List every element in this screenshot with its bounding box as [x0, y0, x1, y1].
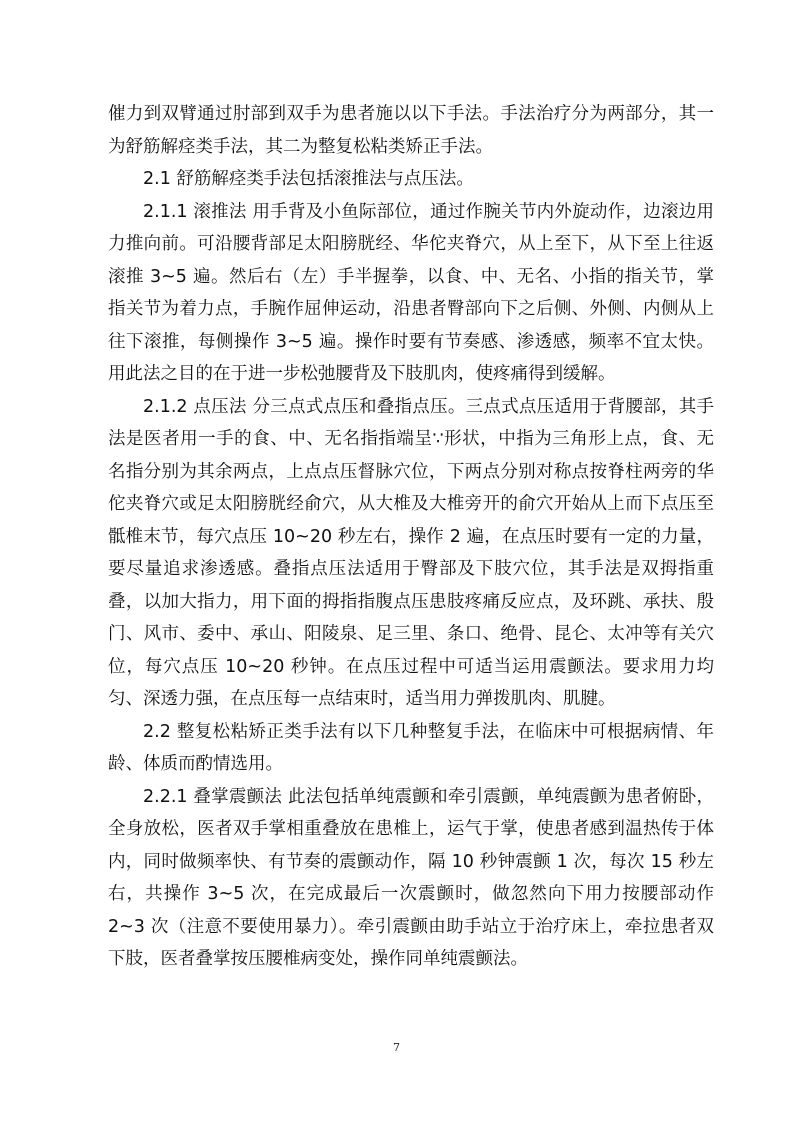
paragraph-continuation: 催力到双臂通过肘部到双手为患者施以以下手法。手法治疗分为两部分，其一为舒筋解痉类手法，其二为整复松粘类矫正手法。	[108, 104, 714, 157]
body-text	[108, 98, 714, 976]
paragraph-2-2-1: 2.2.1 叠掌震颤法 此法包括单纯震颤和牵引震颤，单纯震颤为患者俯卧，全身放松，医者双手掌相重叠放在患椎上，运气于掌，使患者感到温热传于体内，同时做频率快、有节奏的震颤动作，隔 10 秒钟震颤 1 次，每次 15 秒左右，共操作 3~5 次，在完成最后一次震颤时，做忽然向下用力按腰部动作 2~3 次（注意不要使用暴力）。牵引震颤由助手站立于治疗床上，牵拉患者双下肢，医者叠掌按压腰椎病变处，操作同单纯震颤法。	[108, 786, 714, 969]
section-heading-2-1: 2.1 舒筋解痉类手法包括滚推法与点压法。	[143, 169, 474, 189]
page-number: 7	[393, 1041, 400, 1054]
paragraph-2-1-2: 2.1.2 点压法 分三点式点压和叠指点压。三点式点压适用于背腰部，其手法是医者用一手的食、中、无名指指端呈∵形状，中指为三角形上点，食、无名指分别为其余两点，上点点压督脉穴位，下两点分别对称点按脊柱两旁的华佗夹脊穴或足太阳膀胱经俞穴，从大椎及大椎旁开的俞穴开始从上而下点压至骶椎末节，每穴点压 10~20 秒左右，操作 2 遍，在点压时要有一定的力量，要尽量追求渗透感。叠指点压法适用于臀部及下肢穴位，其手法是双拇指重叠，以加大指力，用下面的拇指指腹点压患肢疼痛反应点，及环跳、承扶、殷门、风市、委中、承山、阳陵泉、足三里、条口、绝骨、昆仑、太冲等有关穴位，每穴点压 10~20 秒钟。在点压过程中可适当运用震颤法。要求用力均匀、深透力强，在点压每一点结束时，适当用力弹拨肌肉、肌腱。	[108, 396, 714, 709]
section-heading-2-2: 2.2 整复松粘矫正类手法有以下几种整复手法，在临床中可根据病情、年龄、体质而酌情选用。	[108, 721, 714, 774]
paragraph-2-1-1: 2.1.1 滚推法 用手背及小鱼际部位，通过作腕关节内外旋动作，边滚边用力推向前。可沿腰背部足太阳膀胱经、华佗夹脊穴，从上至下，从下至上往返滚推 3~5 遍。然后右（左）手半握拳，以食、中、无名、小指的指关节，掌指关节为着力点，手腕作屈伸运动，沿患者臀部向下之后侧、外侧、内侧从上往下滚推，每侧操作 3~5 遍。操作时要有节奏感、渗透感，频率不宜太快。用此法之目的在于进一步松弛腰背及下肢肌肉，使疼痛得到缓解。	[108, 201, 714, 384]
